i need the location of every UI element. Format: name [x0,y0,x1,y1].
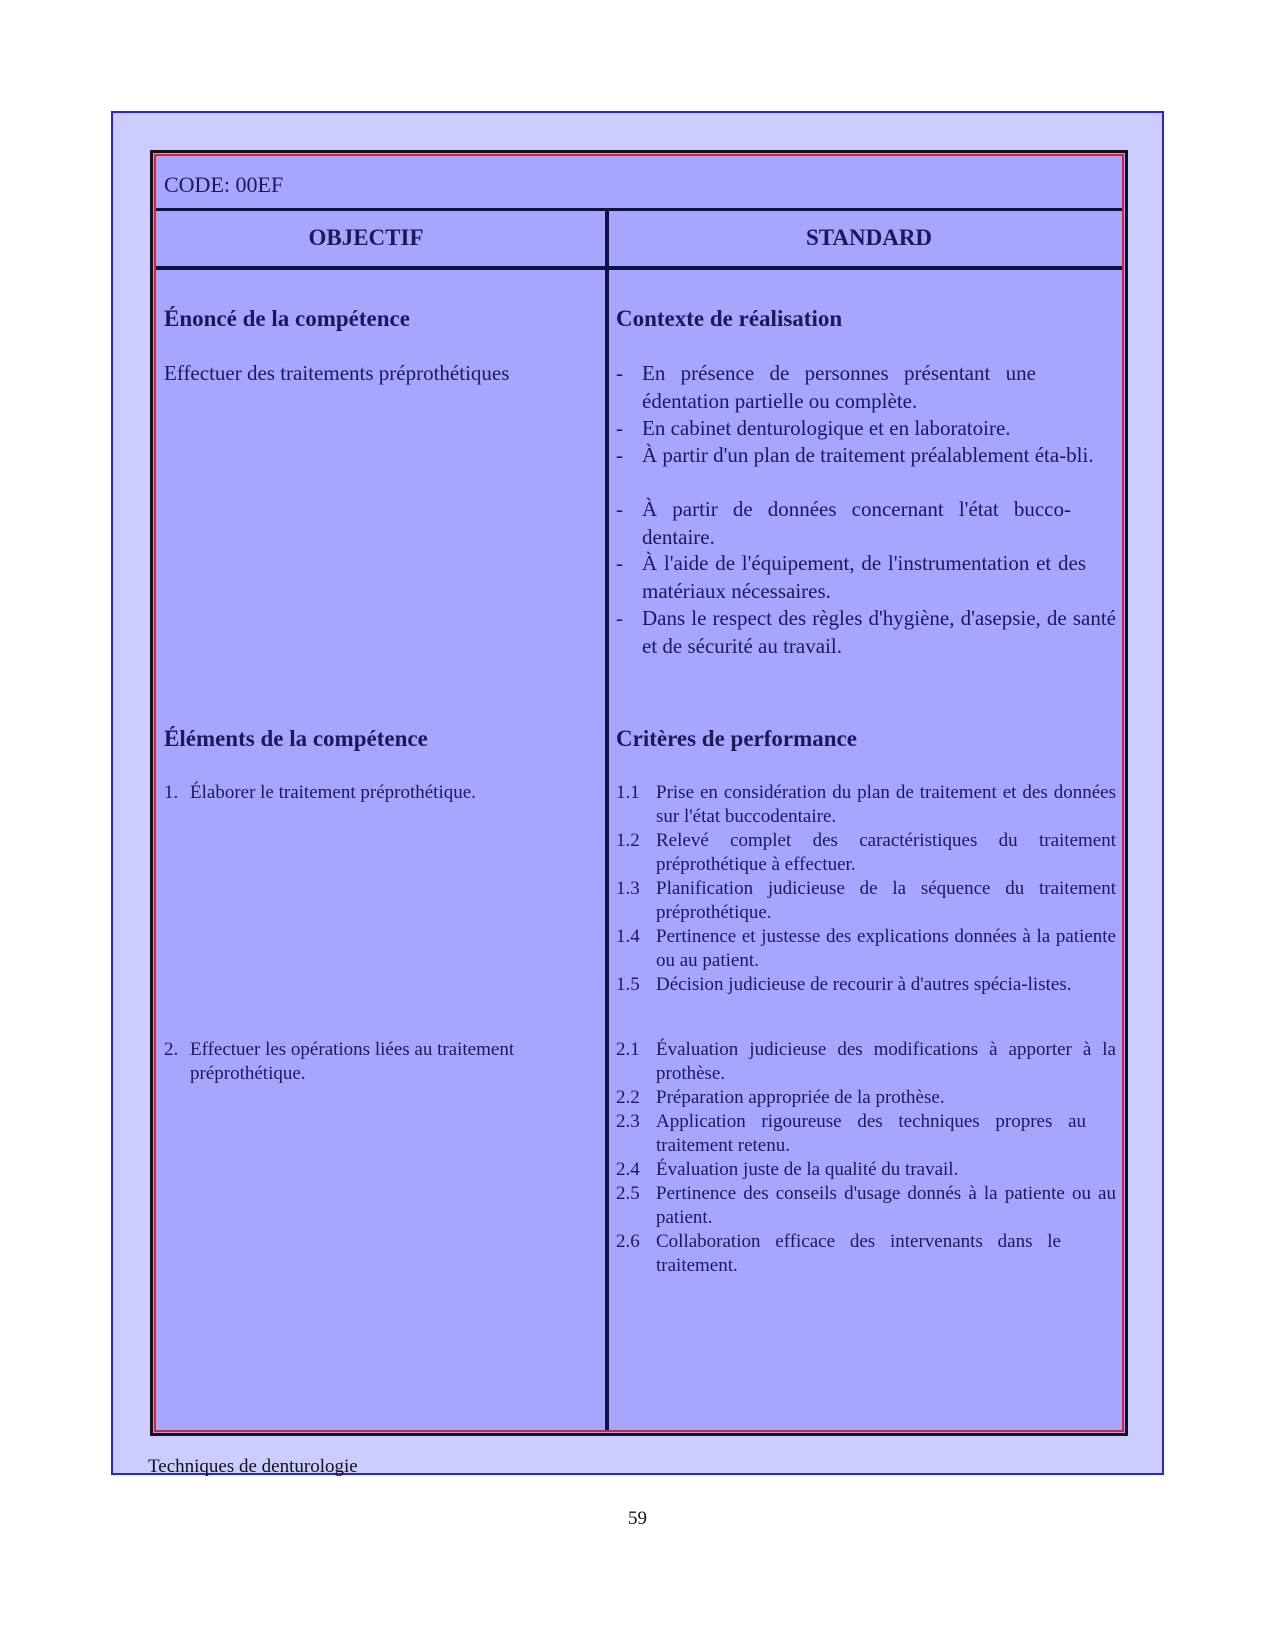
contexte-text: En présence de personnes présentant une édentation partielle ou complète. [642,361,1036,413]
dash-bullet: - [616,416,623,440]
critere-text: Planification judicieuse de la séquence du traitement préprothétique. [656,878,1116,923]
critere-number: 1.1 [616,782,640,803]
contexte-text: À partir de données concernant l'état bucco-dentaire. [642,497,1071,549]
code-label: CODE: 00EF [164,172,284,197]
criteres-title: Critères de performance [616,726,857,751]
contexte-text: En cabinet denturologique et en laboratoire. [642,416,1011,440]
critere-number: 1.4 [616,926,640,947]
table-inner-border [154,154,1124,1432]
dash-bullet: - [616,551,623,575]
header-row [156,211,1122,270]
element-text: Effectuer les opérations liées au traitement préprothétique. [190,1039,515,1084]
element-number: 2. [164,1039,179,1060]
footer-program-name: Techniques de denturologie [148,1456,358,1477]
critere-text: Évaluation judicieuse des modifications à apporter à la prothèse. [656,1039,1116,1084]
critere-item [616,1086,1116,1110]
critere-item [616,1110,1086,1158]
critere-item [616,1158,1116,1182]
element-item [164,1038,564,1086]
element-text: Élaborer le traitement préprothétique. [190,782,476,803]
standard-header: STANDARD [805,225,933,250]
contexte-item [616,414,1116,442]
contexte-item [616,441,1116,469]
contexte-item [616,604,1116,660]
critere-item [616,925,1116,973]
critere-item [616,829,1116,877]
page-number: 59 [628,1508,647,1529]
critere-text: Pertinence des conseils d'usage donnés à la patiente ou au patient. [656,1183,1116,1228]
critere-text: Relevé complet des caractéristiques du traitement préprothétique à effectuer. [656,830,1116,875]
element-number: 1. [164,782,179,803]
contexte-item [616,549,1086,605]
critere-item [616,973,1086,997]
critere-text: Préparation appropriée de la prothèse. [656,1087,945,1108]
dash-bullet: - [616,497,623,521]
critere-number: 1.5 [616,974,640,995]
critere-item [616,781,1116,829]
critere-item [616,1230,1061,1278]
element-item [164,781,596,805]
contexte-text: À l'aide de l'équipement, de l'instrumentation et des matériaux nécessaires. [642,551,1086,603]
critere-text: Pertinence et justesse des explications données à la patiente ou au patient. [656,926,1116,971]
dash-bullet: - [616,606,623,630]
elements-title: Éléments de la compétence [164,726,428,751]
objectif-header: OBJECTIF [308,225,424,250]
critere-number: 2.1 [616,1039,640,1060]
code-row [156,156,1122,211]
contexte-title: Contexte de réalisation [616,306,843,331]
critere-number: 2.2 [616,1087,640,1108]
critere-text: Évaluation juste de la qualité du travail. [656,1159,959,1180]
enonce-title: Énoncé de la compétence [164,306,410,331]
critere-item [616,1038,1116,1086]
contexte-text: À partir d'un plan de traitement préalablement éta-bli. [642,443,1094,467]
critere-item [616,1182,1116,1230]
critere-number: 1.3 [616,878,640,899]
critere-number: 2.6 [616,1231,640,1252]
column-divider [605,208,609,1430]
competency-table [150,150,1128,1436]
critere-text: Décision judicieuse de recourir à d'autres spécia-listes. [656,974,1072,995]
critere-text: Prise en considération du plan de traitement et des données sur l'état buccodentaire. [656,782,1116,827]
enonce-text: Effectuer des traitements préprothétiques [164,361,510,385]
contexte-text: Dans le respect des règles d'hygiène, d'asepsie, de santé et de sécurité au travail. [642,606,1116,658]
critere-number: 2.4 [616,1159,640,1180]
dash-bullet: - [616,443,623,467]
critere-item [616,877,1116,925]
contexte-item [616,359,1036,415]
critere-text: Application rigoureuse des techniques propres au traitement retenu. [656,1111,1086,1156]
critere-number: 2.3 [616,1111,640,1132]
dash-bullet: - [616,361,623,385]
contexte-item [616,495,1071,551]
critere-text: Collaboration efficace des intervenants dans le traitement. [656,1231,1061,1276]
critere-number: 1.2 [616,830,640,851]
critere-number: 2.5 [616,1183,640,1204]
